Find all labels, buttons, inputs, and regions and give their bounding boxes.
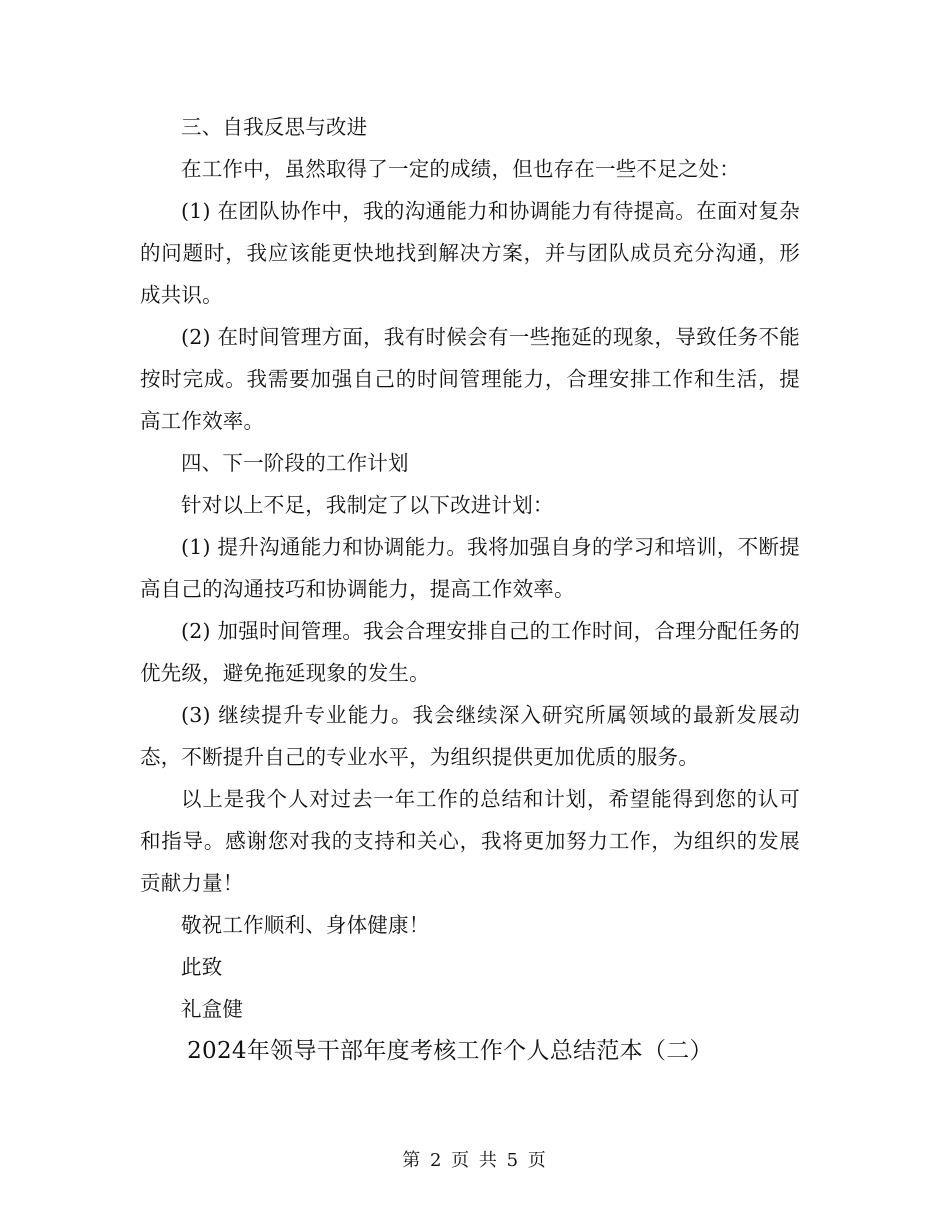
paragraph-plan-3: (3) 继续提升专业能力。我会继续深入研究所属领域的最新发展动态，不断提升自己的专业水平，为组织提供更加优质的服务。: [140, 703, 800, 769]
paragraph-plan-intro: 针对以上不足，我制定了以下改进计划：: [181, 493, 554, 517]
paragraph-shortcoming-1: (1) 在团队协作中，我的沟通能力和协调能力有待提高。在面对复杂的问题时，我应该能更快地找到解决方案，并与团队成员充分沟通，形成共识。: [140, 199, 800, 307]
paragraph-plan-2: (2) 加强时间管理。我会合理安排自己的工作时间，合理分配任务的优先级，避免拖延现象的发生。: [140, 619, 800, 685]
paragraph-signature: 礼盒健: [181, 997, 244, 1021]
paragraph-closing: 此致: [181, 955, 223, 979]
paragraph-shortcoming-2: (2) 在时间管理方面，我有时候会有一些拖延的现象，导致任务不能按时完成。我需要加强自己的时间管理能力，合理安排工作和生活，提高工作效率。: [140, 325, 800, 433]
document-body: [140, 106, 800, 1072]
section-heading-reflection: 三、自我反思与改进: [181, 115, 368, 139]
paragraph-shortcomings-intro: 在工作中，虽然取得了一定的成绩，但也存在一些不足之处：: [181, 157, 740, 181]
section-heading-plan: 四、下一阶段的工作计划: [181, 451, 409, 475]
paragraph-plan-1: (1) 提升沟通能力和协调能力。我将加强自身的学习和培训，不断提高自己的沟通技巧和协调能力，提高工作效率。: [140, 535, 800, 601]
paragraph-conclusion: 以上是我个人对过去一年工作的总结和计划，希望能得到您的认可和指导。感谢您对我的支持和关心，我将更加努力工作，为组织的发展贡献力量！: [140, 787, 800, 895]
paragraph-wishes: 敬祝工作顺利、身体健康！: [181, 913, 430, 937]
page-number-footer: 第 2 页 共 5 页: [402, 1150, 548, 1171]
next-document-title: 2024年领导干部年度考核工作个人总结范本（二）: [187, 1038, 713, 1064]
